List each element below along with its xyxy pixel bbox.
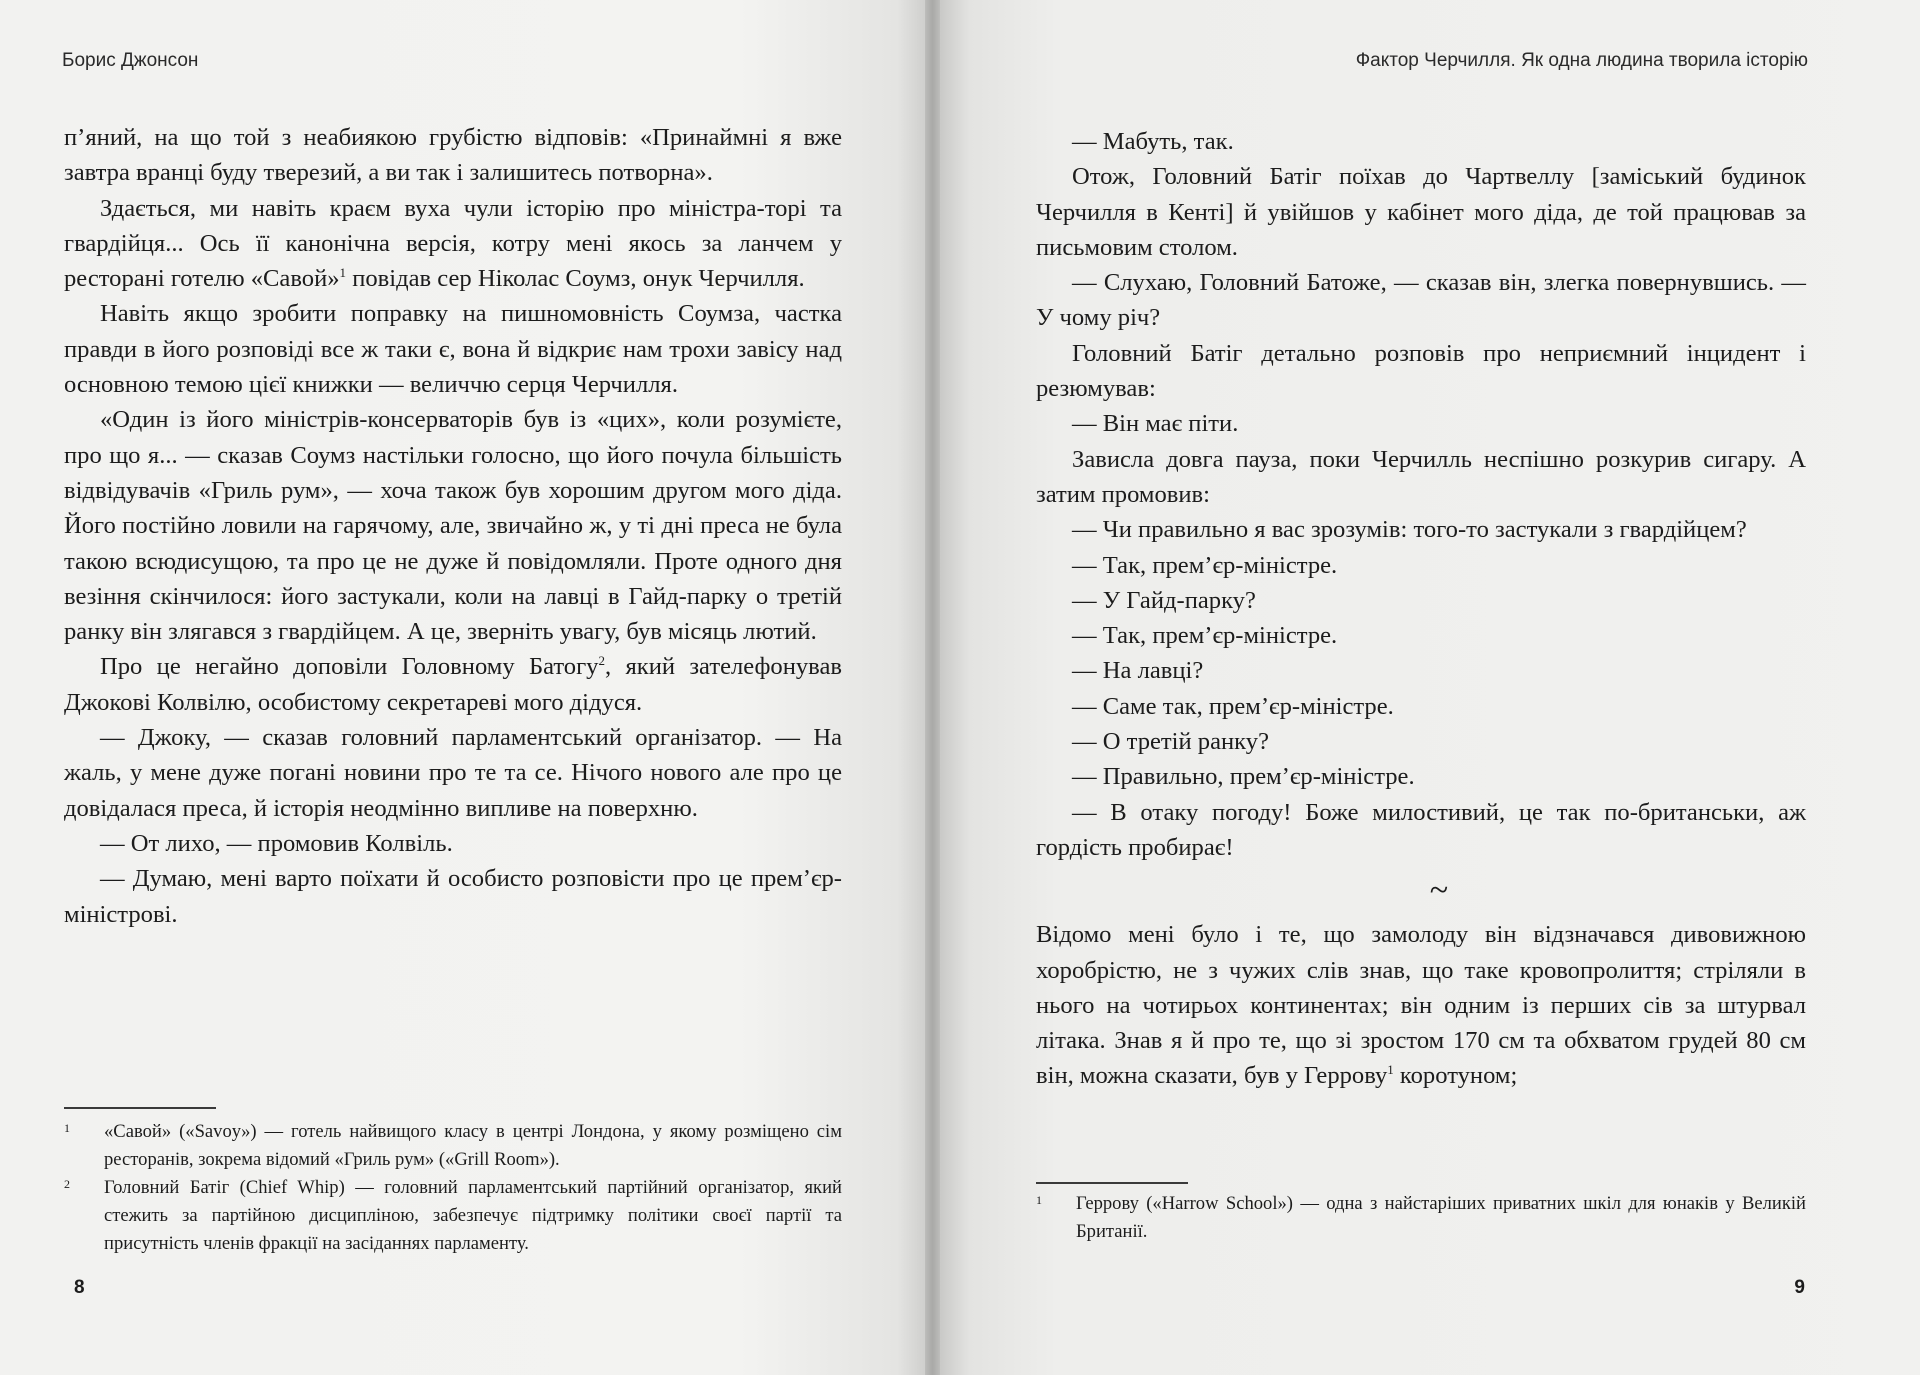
paragraph-text: , який зателефонував Джокові Колвілю, особистому секретареві мого дідуся. — [64, 653, 843, 716]
paragraph-text: Відомо мені було і те, що замолоду він відзначався дивовижною хоробрістю, не з чужих слів знав, що таке кровопролиття; стріляли в нього на чотирьох континентах; він одним із перших сів за штурвал літака. Знав я й про те, що зі зростом 170 см та обхватом грудей 80 см він, можна сказати, був у Геррову — [1036, 921, 1806, 1090]
paragraph-text: Здається, ми навіть краєм вуха чули історію про міністра-торі та гвардійця... Ось її канонічна версія, котру мені якось за ланчем у ресторані готелю «Савой» — [64, 194, 842, 293]
running-head-title: Фактор Черчилля. Як одна людина творила історію — [1355, 50, 1808, 71]
paragraph: — Саме так, прем’єр-міністре. — [1072, 692, 1394, 720]
running-head-author: Борис Джонсон — [62, 50, 199, 71]
book-gutter — [925, 0, 940, 1375]
footnotes — [1036, 1190, 1806, 1246]
footnote-text: Геррову («Harrow School») — одна з найстаріших приватних шкіл для юнаків у Великій Британії. — [1076, 1193, 1806, 1242]
paragraph: — Думаю, мені варто поїхати й особисто розповісти про це прем’єр-міністрові. — [64, 865, 842, 928]
paragraph: Зависла довга пауза, поки Черчилль неспішно розкурив сигару. А затим промовив: — [1036, 445, 1806, 508]
paragraph-text: повідав сер Ніколас Соумз, онук Черчилля. — [346, 265, 805, 293]
paragraph — [64, 191, 842, 297]
paragraph: — Джоку, — сказав головний парламентський організатор. — На жаль, у мене дуже погані новини про те та се. Нічого нового але про це довідалася преса, й історія неодмінно випливе на поверхню. — [64, 724, 842, 822]
footnote-number: 2 — [64, 1177, 70, 1191]
footnote — [64, 1118, 842, 1174]
footnote-number: 1 — [1036, 1193, 1042, 1207]
paragraph-text: Про це негайно доповіли Головному Батогу — [100, 653, 599, 681]
footnote-ref: 1 — [339, 265, 347, 281]
footnote-ref: 1 — [1387, 1062, 1394, 1078]
paragraph: — Правильно, прем’єр-міністре. — [1072, 763, 1415, 791]
footnote — [64, 1174, 842, 1258]
paragraph: — Слухаю, Головний Батоже, — сказав він, злегка повернувшись. — У чому річ? — [1036, 269, 1806, 332]
page-number: 8 — [74, 1277, 85, 1298]
left-page — [0, 0, 925, 1375]
footnotes — [64, 1118, 842, 1258]
right-body-text — [1036, 124, 1806, 1094]
left-body-text — [64, 120, 842, 932]
footnote-rule — [64, 1107, 216, 1109]
paragraph: Навіть якщо зробити поправку на пишномовність Соумза, частка правди в його розповіді все ж таки є, вона й відкриє нам трохи завісу над основною темою цієї книжки — величчю серця Черчилля. — [64, 300, 842, 399]
paragraph: Головний Батіг детально розповів про неприємний інцидент і резюмував: — [1036, 339, 1806, 403]
paragraph: «Один із його міністрів-консерваторів був із «цих», коли розумієте, про що я... — сказав Соумз настільки голосно, що його почула більшість відвідувачів «Гриль рум», — хоча також був хорошим другом мого діда. Його постійно ловили на гарячому, але, звичайно ж, у ті дні преса не була такою всюдисущою, та про це не дуже й повідомляли. Проте одного дня везіння скінчилося: його застукали, коли на лавці в Гайд-парку о третій ранку він злягався з гвардійцем. А це, зверніть увагу, був місяць лютий. — [64, 406, 842, 646]
footnote-ref: 2 — [598, 653, 605, 669]
footnote-number: 1 — [64, 1121, 70, 1135]
paragraph: Отож, Головний Батіг поїхав до Чартвеллу [заміський будинок Черчилля в Кенті] й увійшов у кабінет мого діда, де той працював за письмовим столом. — [1036, 163, 1806, 261]
footnote-text: Головний Батіг (Chief Whip) — головний парламентський партійний організатор, який стежить за партійною дисципліною, забезпечує підтримку політики своєї партії та присутність членів фракції на засіданнях парламенту. — [104, 1177, 842, 1254]
footnote-rule — [1036, 1182, 1188, 1184]
paragraph: — Так, прем’єр-міністре. — [1072, 551, 1338, 579]
paragraph — [1036, 917, 1806, 1093]
paragraph: — Мабуть, так. — [1072, 128, 1234, 155]
paragraph: — Він має піти. — [1072, 410, 1239, 438]
footnote — [1036, 1190, 1806, 1246]
footnote-text: «Савой» («Savoy») — готель найвищого класу в центрі Лондона, у якому розміщено сім ресторанів, зокрема відомий «Гриль рум» («Grill Room»). — [104, 1121, 842, 1170]
paragraph: — Чи правильно я вас зрозумів: того-то застукали з гвардійцем? — [1072, 516, 1747, 544]
paragraph: — О третій ранку? — [1072, 728, 1269, 756]
paragraph: — Так, прем’єр-міністре. — [1072, 622, 1338, 650]
paragraph — [64, 649, 842, 720]
paragraph-text: коротуном; — [1393, 1062, 1518, 1090]
paragraph: — От лихо, — промовив Колвіль. — [100, 829, 453, 857]
section-separator: ~ — [1429, 872, 1449, 910]
right-page — [940, 0, 1920, 1375]
paragraph: п’яний, на що той з неабиякою грубістю відповів: «Принаймні я вже завтра вранці буду тверезий, а ви так і залишитесь потворна». — [64, 124, 842, 187]
paragraph: — У Гайд-парку? — [1072, 586, 1256, 614]
page-number: 9 — [1794, 1277, 1805, 1298]
paragraph: — На лавці? — [1072, 657, 1204, 685]
paragraph: — В отаку погоду! Боже милостивий, це так по-британськи, аж гордість пробирає! — [1036, 798, 1806, 861]
